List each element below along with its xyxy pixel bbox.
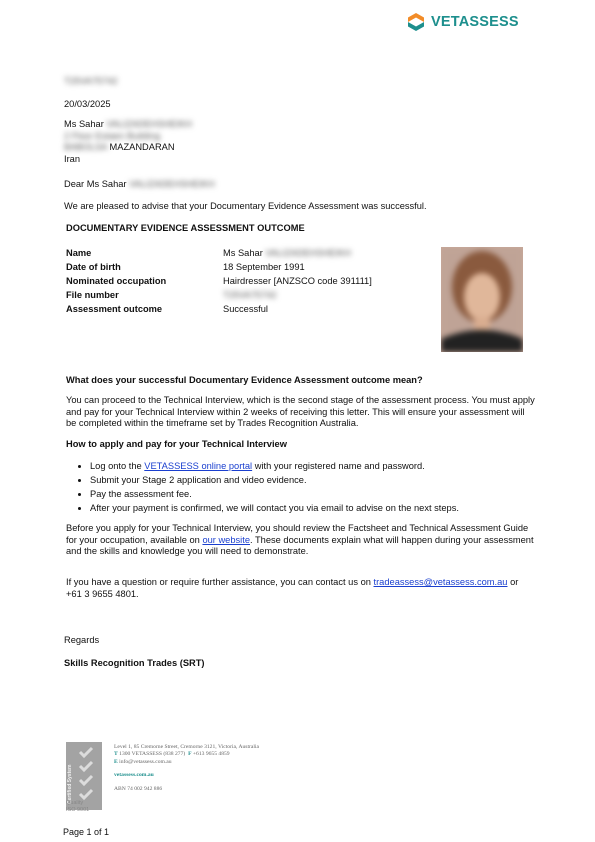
name-label: Name — [66, 248, 92, 258]
intro-text: We are pleased to advise that your Documentary Evidence Assessment was successful. — [64, 201, 427, 211]
recipient-first-name: Ms Sahar — [64, 119, 104, 129]
regards: Regards — [64, 635, 100, 645]
page-number: Page 1 of 1 — [63, 827, 110, 837]
name-value: Ms Sahar — [223, 248, 263, 258]
recipient-city: MAZANDARAN — [109, 142, 175, 152]
footer-contact — [114, 744, 259, 793]
occupation-value: Hairdresser [ANZSCO code 391111] — [223, 276, 372, 286]
salutation-last-name: VALIZADEHSHEIKH — [129, 179, 215, 189]
list-item-text: Log onto the — [90, 461, 145, 471]
salutation: Dear Ms Sahar — [64, 179, 127, 189]
email-label: E — [114, 758, 118, 765]
portrait-image — [441, 247, 523, 352]
footer-email-line — [114, 759, 259, 766]
name-value-line — [223, 248, 351, 258]
paragraph-text: Before you apply for your Technical Interview, you should review the Factsheet and Technical Assessment Guide for your occupation, available on — [66, 523, 529, 545]
phone-label: T — [114, 751, 118, 758]
dob-value: 18 September 1991 — [223, 262, 305, 272]
applicant-photo — [441, 247, 523, 352]
quality-text: Quality — [66, 800, 84, 806]
instructions-list — [62, 459, 570, 515]
how-to-apply-heading: How to apply and pay for your Technical Interview — [66, 439, 287, 449]
footer-phone: 1300 VETASSESS (838 277) — [119, 751, 186, 758]
vetassess-logo-mark-icon — [406, 12, 426, 32]
list-item: • Submit your Stage 2 application and video evidence. — [90, 473, 570, 487]
recipient-address-prefix: BABOLSA — [64, 142, 107, 152]
before-apply-paragraph — [66, 523, 536, 558]
signoff-team: Skills Recognition Trades (SRT) — [64, 658, 205, 668]
iso-text: ISO 9001 — [66, 807, 90, 813]
list-item: • After your payment is confirmed, we will contact you via email to advise on the next steps. — [90, 501, 570, 515]
contact-paragraph — [66, 577, 536, 600]
list-item — [90, 459, 570, 473]
contact-email-link[interactable]: tradeassess@vetassess.com.au — [373, 577, 508, 587]
vetassess-logo — [406, 12, 519, 32]
salutation-line — [64, 179, 215, 189]
file-number-label: File number — [66, 290, 119, 300]
footer-address: Level 1, 85 Cremorne Street, Cremorne 3121, Victoria, Australia — [114, 744, 259, 750]
assessment-outcome-label: Assessment outcome — [66, 304, 163, 314]
recipient-address-line1: 2 Floor Estaen Building — [64, 130, 161, 141]
fax-label: F — [188, 751, 192, 758]
list-item-text: with your registered name and password. — [252, 461, 425, 471]
recipient-name-line — [64, 119, 192, 131]
meaning-paragraph: You can proceed to the Technical Interview, which is the second stage of the assessment process. You must apply and pay for your Technical Interview within 2 weeks of receiving this letter. This will ensure your assessment will be completed within the timeframe set by Trades Recognition Australia. — [66, 395, 535, 429]
footer-website: vetassess.com.au — [114, 772, 154, 779]
our-website-link[interactable]: our website — [202, 534, 250, 545]
reference-number: T25VA75742 — [64, 76, 118, 86]
meaning-heading: What does your successful Documentary Evidence Assessment outcome mean? — [66, 375, 423, 385]
paragraph-text: . These documents explain what will happen during your assessment and the skills and knowledge you will need to demonstrate. — [66, 534, 534, 557]
footer-abn: ABN 74 002 942 886 — [114, 785, 163, 792]
footer-phone-line — [114, 751, 259, 758]
dob-label: Date of birth — [66, 262, 121, 272]
logo-text: VETASSESS — [431, 14, 519, 30]
letter-date: 20/03/2025 — [64, 99, 111, 109]
list-item: • Pay the assessment fee. — [90, 487, 570, 501]
name-value-surname: VALIZADEHSHEIKH — [265, 248, 351, 258]
occupation-label: Nominated occupation — [66, 276, 167, 286]
quality-label — [66, 800, 89, 814]
recipient-last-name: VALIZADEHSHEIKH — [106, 119, 192, 129]
footer-email: info@vetassess.com.au — [119, 758, 172, 765]
assessment-outcome-value: Successful — [223, 304, 268, 314]
footer-fax: +613 9655 4859 — [192, 751, 230, 758]
cert-text: Certified System — [67, 764, 73, 804]
recipient-address — [64, 119, 192, 165]
outcome-heading: DOCUMENTARY EVIDENCE ASSESSMENT OUTCOME — [66, 223, 305, 233]
paragraph-text: or +61 3 9655 4801. — [66, 577, 519, 599]
paragraph-text: If you have a question or require further assistance, you can contact us on — [66, 577, 374, 587]
file-number-value: T25VA75742 — [223, 290, 277, 300]
online-portal-link[interactable]: VETASSESS online portal — [144, 461, 253, 471]
recipient-country: Iran — [64, 153, 81, 164]
recipient-address-line2 — [64, 142, 192, 154]
